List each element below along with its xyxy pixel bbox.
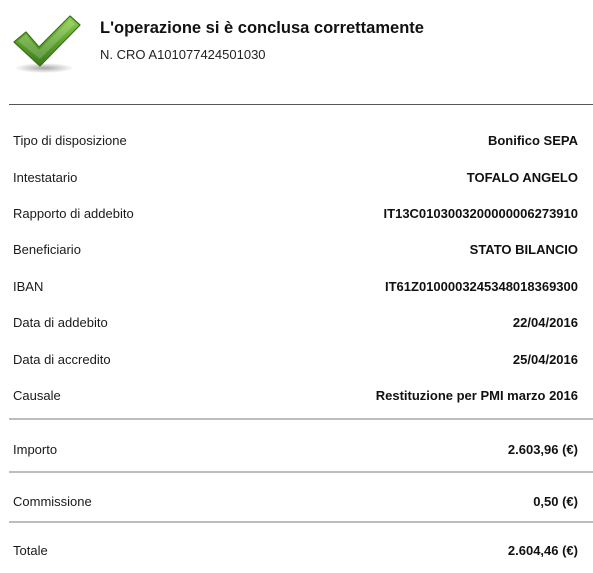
commissione-row: [13, 494, 578, 514]
detail-label: Causale: [13, 388, 61, 403]
detail-label: Rapporto di addebito: [13, 206, 134, 221]
detail-label: Tipo di disposizione: [13, 133, 127, 148]
importo-label: Importo: [13, 442, 58, 457]
success-title: L'operazione si è conclusa correttamente: [100, 19, 424, 37]
cro-prefix: N. CRO: [100, 47, 146, 62]
detail-value: Restituzione per PMI marzo 2016: [375, 388, 578, 403]
detail-label: Intestatario: [13, 170, 78, 185]
detail-label: IBAN: [13, 279, 44, 294]
detail-row-intestatario: [13, 170, 578, 190]
detail-value: STATO BILANCIO: [469, 242, 578, 257]
detail-label: Beneficiario: [13, 242, 81, 257]
details-divider: [9, 418, 593, 420]
detail-row-data-accredito: [13, 352, 578, 372]
detail-row-data-addebito: [13, 315, 578, 335]
totale-label: Totale: [13, 543, 48, 558]
detail-label: Data di addebito: [13, 315, 108, 330]
cro-number: [100, 47, 266, 62]
detail-value: IT61Z0100003245348018369300: [384, 279, 578, 294]
commissione-value: 0,50 (€): [533, 494, 578, 509]
commissione-divider: [9, 521, 593, 523]
totale-value: 2.604,46 (€): [507, 543, 578, 558]
importo-row: [13, 442, 578, 462]
detail-row-tipo-disposizione: [13, 133, 578, 153]
importo-divider: [9, 471, 593, 473]
detail-value: 25/04/2016: [512, 352, 578, 367]
detail-value: 22/04/2016: [512, 315, 578, 330]
detail-row-iban: [13, 279, 578, 299]
detail-row-beneficiario: [13, 242, 578, 262]
confirmation-header: [0, 0, 593, 80]
detail-row-rapporto-addebito: [13, 206, 578, 226]
detail-value: Bonifico SEPA: [487, 133, 578, 148]
commissione-label: Commissione: [13, 494, 92, 509]
detail-value: TOFALO ANGELO: [466, 170, 578, 185]
totale-row: [13, 543, 578, 563]
detail-row-causale: [13, 388, 578, 408]
cro-value: A101077424501030: [148, 47, 266, 62]
detail-value: IT13C0103003200000006273910: [383, 206, 578, 221]
checkmark-icon: [10, 12, 84, 74]
header-divider: [9, 104, 593, 105]
detail-label: Data di accredito: [13, 352, 111, 367]
importo-value: 2.603,96 (€): [507, 442, 578, 457]
